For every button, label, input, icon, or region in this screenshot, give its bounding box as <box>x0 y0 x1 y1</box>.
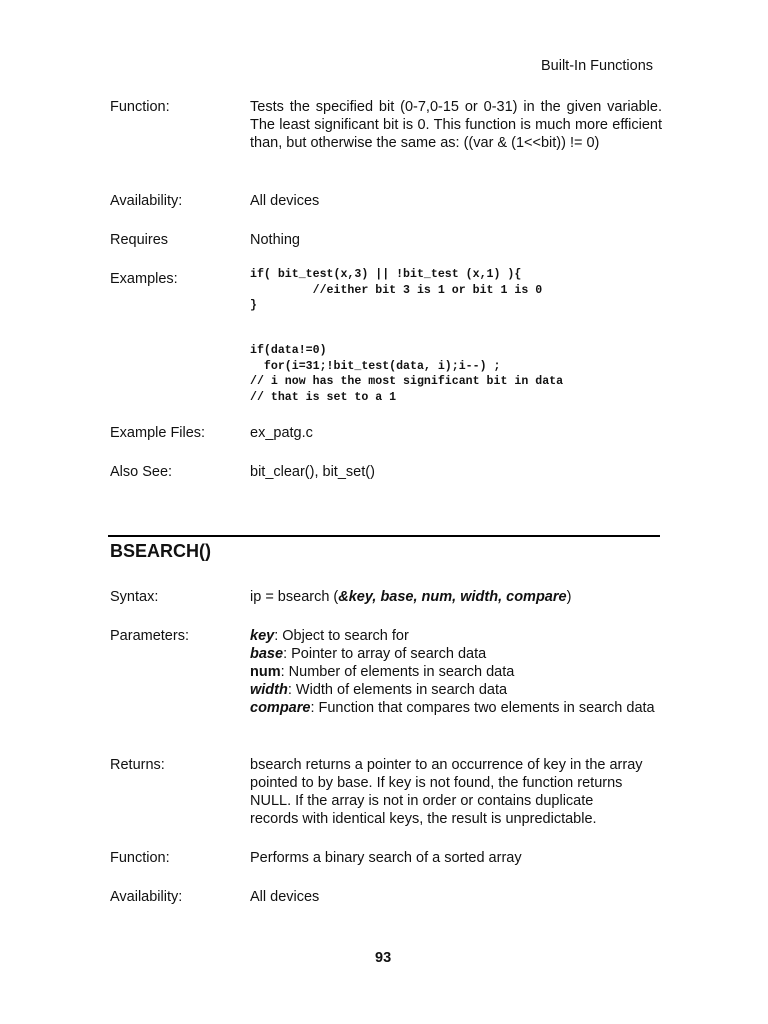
param-desc: : Function that compares two elements in search data <box>310 700 655 716</box>
examples-label: Examples: <box>110 271 178 287</box>
availability-value: All devices <box>250 193 320 209</box>
function-description: Tests the specified bit (0-7,0-15 or 0-31) in the given variable. The least significant bit is 0. This function is much more efficient than, but otherwise the same as: ((var & (1<<bit)) != 0) <box>250 99 662 151</box>
syntax-value <box>250 588 662 606</box>
param-desc: : Width of elements in search data <box>287 682 508 698</box>
bsearch-function-label: Function: <box>110 850 170 866</box>
bsearch-function-value: Performs a binary search of a sorted array <box>250 850 522 866</box>
param-desc: : Object to search for <box>274 628 409 644</box>
param-key <box>250 627 662 645</box>
also-see-value: bit_clear(), bit_set() <box>250 464 375 480</box>
returns-value: bsearch returns a pointer to an occurrence of key in the array pointed to by base. If key is not found, the function returns NULL. If the array is not in order or contains duplicate records with identical keys, the result is unpredictable. <box>250 757 643 827</box>
code-example-1: if( bit_test(x,3) || !bit_test (x,1) ){ //either bit 3 is 1 or bit 1 is 0 } <box>250 268 543 312</box>
syntax-label: Syntax: <box>110 589 159 605</box>
param-desc: : Number of elements in search data <box>280 664 515 680</box>
also-see-label: Also See: <box>110 464 173 480</box>
parameters-list <box>250 627 662 717</box>
param-name: key <box>250 628 275 644</box>
param-num <box>250 663 662 681</box>
example-files-value: ex_patg.c <box>250 425 313 441</box>
param-compare <box>250 699 662 717</box>
section-rule <box>108 535 660 537</box>
page-number: 93 <box>375 950 392 966</box>
requires-label: Requires <box>110 232 169 248</box>
returns-label: Returns: <box>110 757 165 773</box>
parameters-label: Parameters: <box>110 628 189 644</box>
param-name: num <box>250 664 281 680</box>
param-name: compare <box>250 700 311 716</box>
syntax-suffix: ) <box>566 589 572 605</box>
function-label: Function: <box>110 99 170 115</box>
bsearch-availability-value: All devices <box>250 889 320 905</box>
param-width <box>250 681 662 699</box>
section-title: BSEARCH() <box>110 541 211 561</box>
availability-label: Availability: <box>110 193 183 209</box>
param-name: width <box>250 682 288 698</box>
requires-value: Nothing <box>250 232 300 248</box>
bsearch-availability-label: Availability: <box>110 889 183 905</box>
running-header: Built-In Functions <box>541 58 654 74</box>
example-files-label: Example Files: <box>110 425 206 441</box>
param-desc: : Pointer to array of search data <box>283 646 487 662</box>
param-base <box>250 645 662 663</box>
syntax-args: &key, base, num, width, compare <box>338 589 567 605</box>
param-name: base <box>250 646 284 662</box>
code-example-2: if(data!=0) for(i=31;!bit_test(data, i);i--) ; // i now has the most significant bit in data // that is set to a 1 <box>250 344 564 404</box>
syntax-prefix: ip = bsearch ( <box>250 589 339 605</box>
